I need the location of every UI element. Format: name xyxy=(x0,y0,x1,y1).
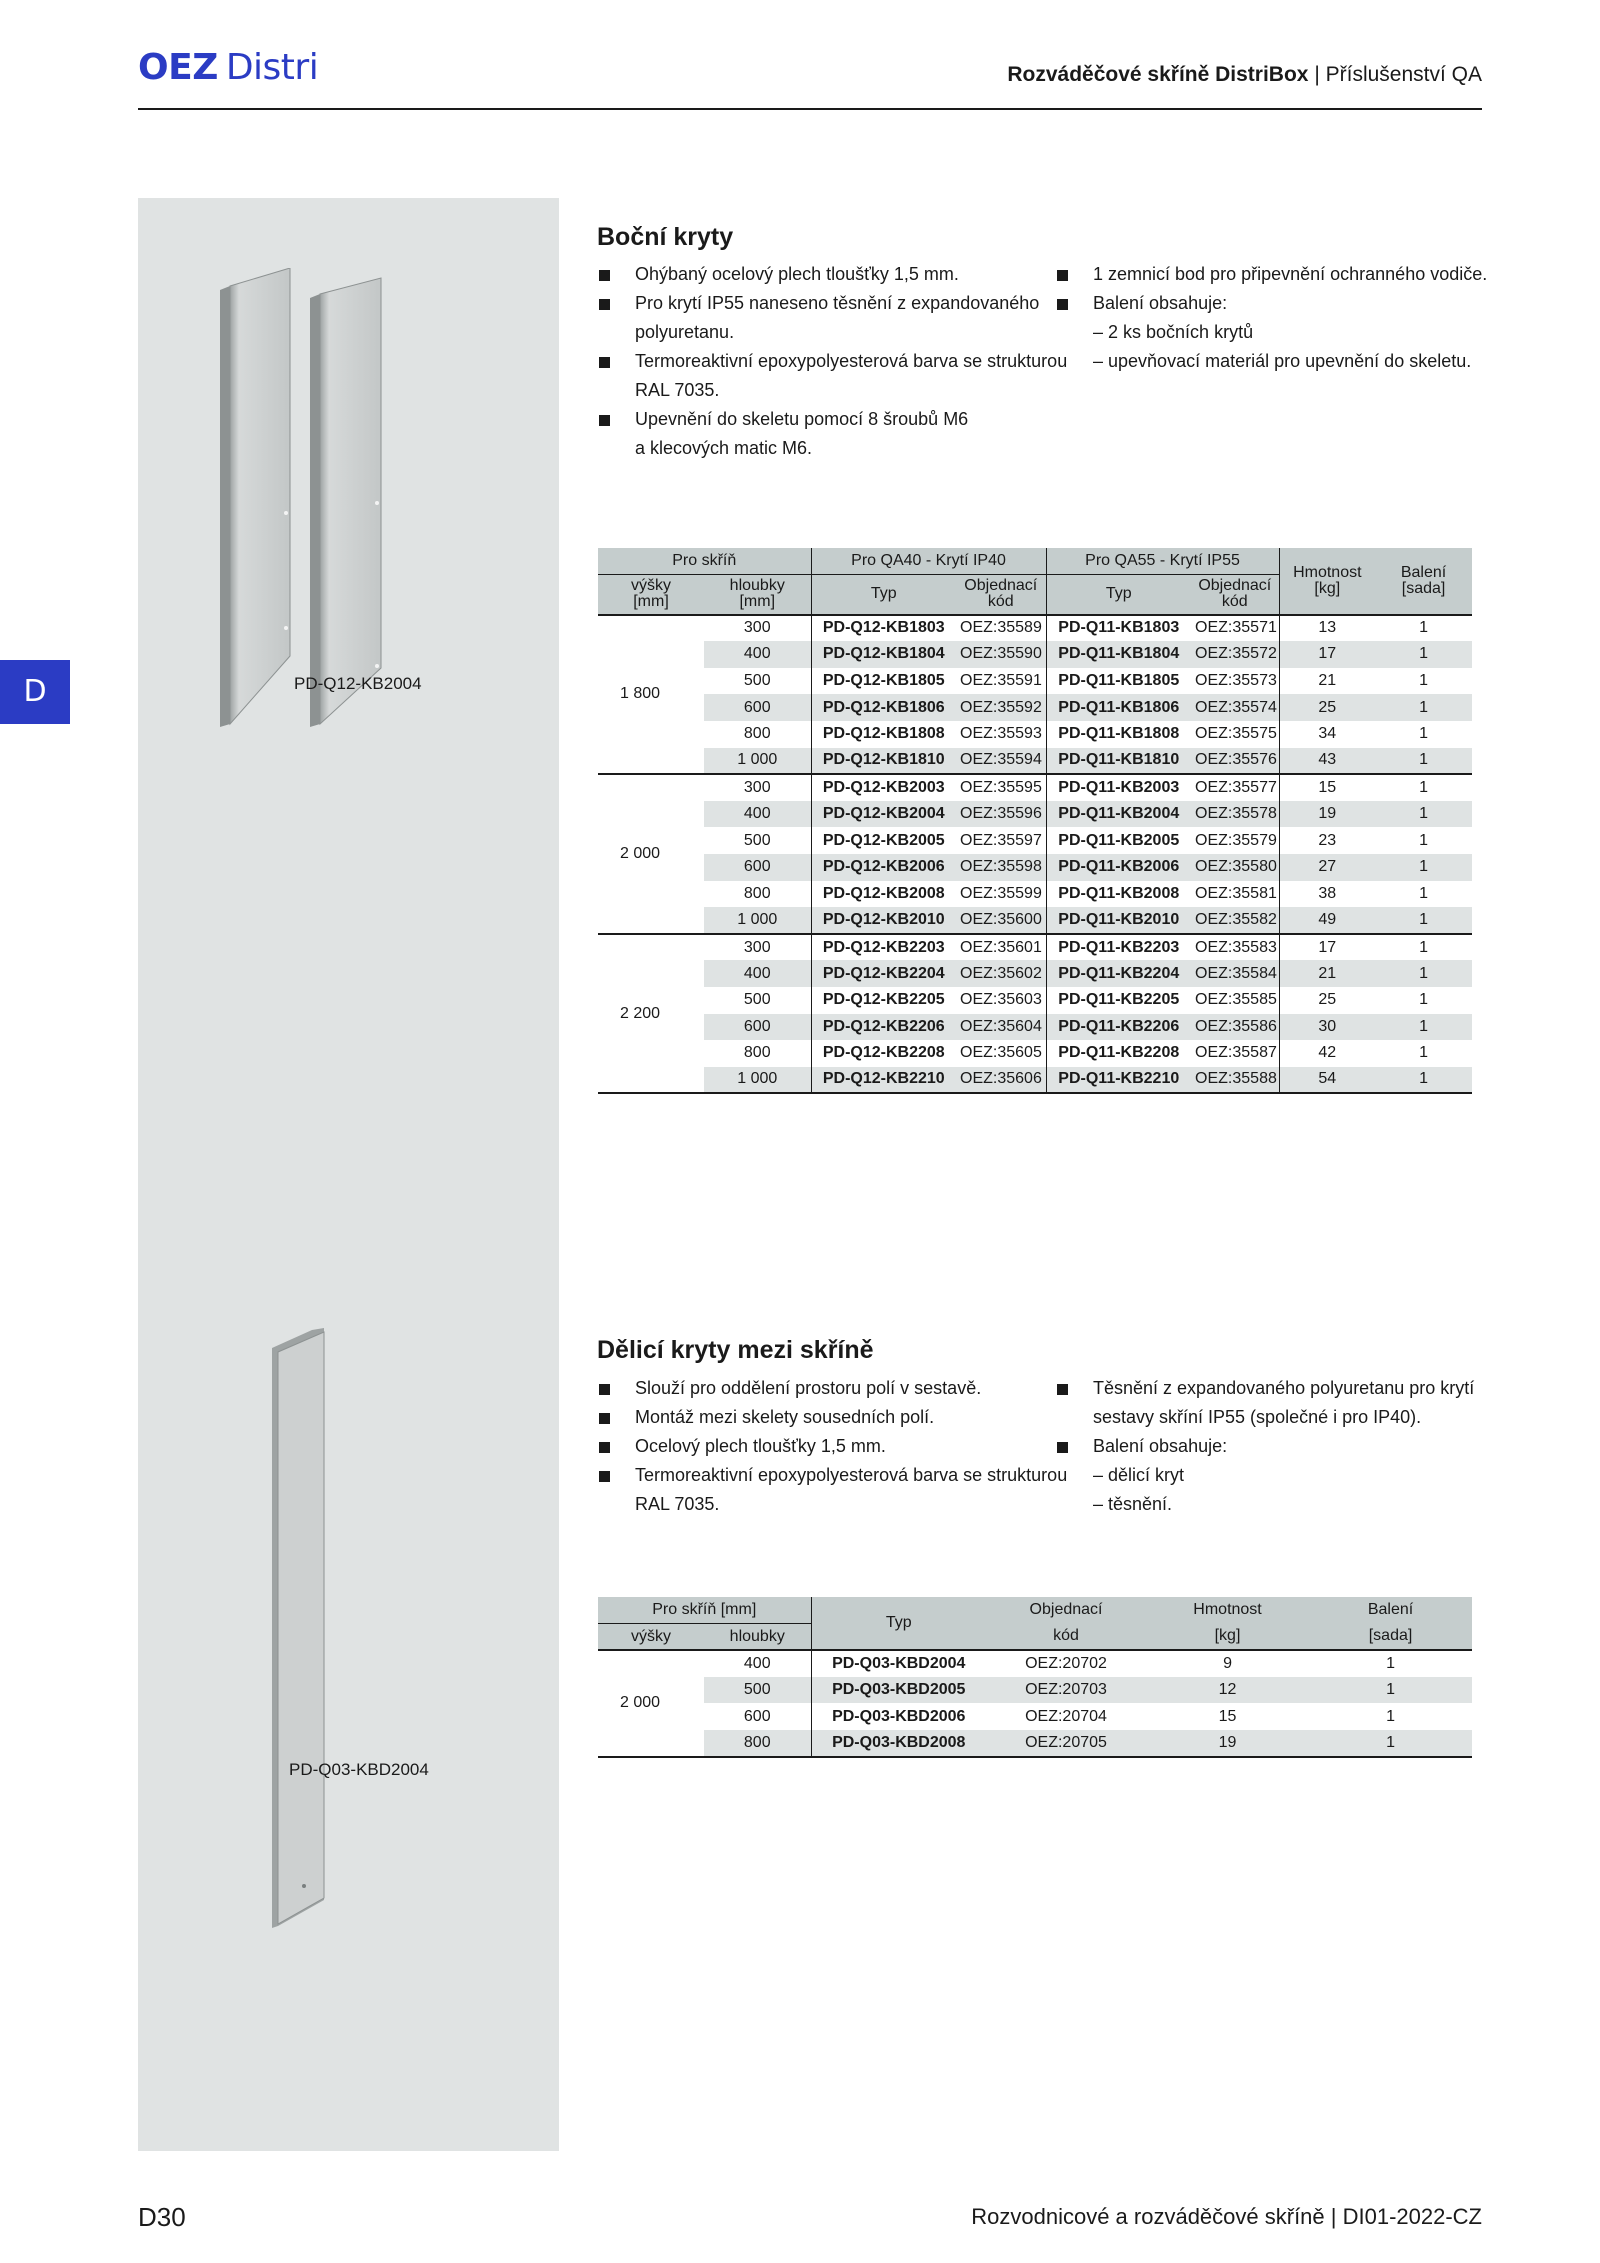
feature-item: – dělicí kryt xyxy=(1093,1465,1185,1485)
th2-baleni: Balení xyxy=(1309,1597,1472,1624)
th-hmotnost xyxy=(1279,548,1375,615)
cell-pack: 1 xyxy=(1419,725,1428,743)
cell-weight: 12 xyxy=(1146,1677,1309,1704)
footer-catalog-ref: Rozvodnicové a rozváděčové skříně | DI01-2022-CZ xyxy=(971,2204,1482,2229)
cell-type-ip40: PD-Q12-KB2208 xyxy=(822,1044,945,1062)
cell-depth: 400 xyxy=(704,960,811,987)
feature-item: Montáž mezi skelety sousedních polí. xyxy=(597,1403,1067,1432)
page-number: D30 xyxy=(138,2202,186,2232)
th-hmotnost-unit: [kg] xyxy=(1314,579,1341,597)
cell-height: 2 200 xyxy=(598,934,704,1094)
cell-pack: 1 xyxy=(1419,672,1428,690)
feature-item: Upevnění do skeletu pomocí 8 šroubů M6 xyxy=(597,405,1067,434)
cell-type-ip55: PD-Q11-KB1804 xyxy=(1046,641,1191,668)
cell-code: OEZ:20704 xyxy=(1025,1707,1107,1725)
cell-depth: 1 000 xyxy=(704,1067,811,1094)
cell-code-ip55: OEZ:35571 xyxy=(1191,615,1279,642)
th-kod-40-label: kód xyxy=(987,593,1014,611)
th-typ-55: Typ xyxy=(1046,575,1191,615)
cell-type-ip40: PD-Q12-KB2203 xyxy=(811,934,956,961)
side-covers-features-right xyxy=(1055,260,1487,376)
table-row xyxy=(598,907,1472,934)
cell-pack: 1 xyxy=(1375,774,1472,801)
cell-type-ip55: PD-Q11-KB2208 xyxy=(1058,1044,1180,1062)
feature-item: – 2 ks bočních krytů xyxy=(1093,322,1254,342)
th-kod-55-label: kód xyxy=(1221,593,1248,611)
cell-type-ip55: PD-Q11-KB2205 xyxy=(1058,991,1180,1009)
cell-pack: 1 xyxy=(1375,641,1472,668)
th-hloubky-unit: [mm] xyxy=(739,593,776,611)
cell-type: PD-Q03-KBD2006 xyxy=(832,1707,966,1725)
feature-item: – těsnění. xyxy=(1093,1494,1173,1514)
feature-item: Balení obsahuje: xyxy=(1055,1432,1474,1461)
table-row xyxy=(598,641,1472,668)
cell-code-ip55: OEZ:35574 xyxy=(1191,694,1279,721)
cell-code-ip40: OEZ:35597 xyxy=(956,827,1046,854)
cell-weight: 23 xyxy=(1318,831,1337,849)
header-separator: | xyxy=(1308,63,1326,86)
table-row xyxy=(598,1040,1472,1067)
cell-code-ip55: OEZ:35577 xyxy=(1191,774,1279,801)
cell-pack: 1 xyxy=(1375,1067,1472,1094)
cell-code-ip40: OEZ:35601 xyxy=(956,934,1046,961)
cell-pack: 1 xyxy=(1375,854,1472,881)
cell-depth: 600 xyxy=(704,1014,811,1041)
cell-type: PD-Q03-KBD2004 xyxy=(811,1650,986,1677)
cell-type-ip40: PD-Q12-KB1810 xyxy=(811,748,956,775)
oez-distri-logo xyxy=(138,48,318,88)
cell-code-ip55: OEZ:35578 xyxy=(1191,801,1279,828)
divider-covers-table xyxy=(598,1597,1472,1758)
table-row xyxy=(598,881,1472,908)
table-row xyxy=(598,801,1472,828)
table-row xyxy=(598,1677,1472,1704)
cell-depth: 800 xyxy=(704,1040,811,1067)
cell-type-ip55: PD-Q11-KB2006 xyxy=(1046,854,1191,881)
cell-height: 1 800 xyxy=(598,615,704,775)
cell-pack: 1 xyxy=(1419,991,1428,1009)
feature-item: a klecových matic M6. xyxy=(635,438,813,458)
feature-item: sestavy skříní IP55 (společné i pro IP40). xyxy=(1093,1407,1422,1427)
feature-item: Slouží pro oddělení prostoru polí v sestavě. xyxy=(597,1374,1067,1403)
cell-type-ip55: PD-Q11-KB2204 xyxy=(1046,960,1191,987)
cell-code-ip40: OEZ:35600 xyxy=(956,907,1046,934)
th-hmotnost-label: Hmotnost xyxy=(1293,563,1362,581)
cell-type-ip55: PD-Q11-KB1808 xyxy=(1058,725,1180,743)
th2-vysky: výšky xyxy=(598,1624,704,1651)
table-row xyxy=(598,854,1472,881)
cell-depth: 500 xyxy=(704,668,811,695)
cell-code-ip40: OEZ:35590 xyxy=(956,641,1046,668)
cell-code-ip40: OEZ:35602 xyxy=(956,960,1046,987)
th2-hmotnost-unit: [kg] xyxy=(1146,1624,1309,1651)
cell-height: 2 000 xyxy=(598,1650,704,1756)
th-qa40: Pro QA40 - Krytí IP40 xyxy=(811,548,1046,575)
side-covers-caption: PD-Q12-KB2004 xyxy=(294,674,422,693)
section-title-divider-covers: Dělicí kryty mezi skříně xyxy=(597,1336,874,1364)
cell-code-ip55: OEZ:35573 xyxy=(1191,668,1279,695)
cell-type-ip55: PD-Q11-KB1805 xyxy=(1058,672,1180,690)
cell-weight: 19 xyxy=(1146,1730,1309,1757)
cell-code: OEZ:20702 xyxy=(986,1650,1146,1677)
cell-type-ip55: PD-Q11-KB2010 xyxy=(1046,907,1191,934)
cell-type-ip40: PD-Q12-KB1805 xyxy=(822,672,945,690)
cell-code: OEZ:20703 xyxy=(986,1677,1146,1704)
th-typ-40: Typ xyxy=(811,575,956,615)
cell-depth: 400 xyxy=(704,801,811,828)
cell-type-ip40: PD-Q12-KB1803 xyxy=(811,615,956,642)
cell-pack: 1 xyxy=(1375,801,1472,828)
cell-depth: 500 xyxy=(704,987,811,1014)
cell-code-ip55: OEZ:35587 xyxy=(1191,1040,1279,1067)
cell-code-ip55: OEZ:35576 xyxy=(1191,748,1279,775)
cell-weight: 30 xyxy=(1279,1014,1375,1041)
th-baleni-label: Balení xyxy=(1400,563,1447,581)
cell-depth: 400 xyxy=(704,1650,811,1677)
cell-pack: 1 xyxy=(1375,907,1472,934)
feature-item: Balení obsahuje: xyxy=(1055,289,1487,318)
th2-pro-skrin: Pro skříň [mm] xyxy=(598,1597,811,1624)
cell-weight: 15 xyxy=(1279,774,1375,801)
cell-pack: 1 xyxy=(1375,615,1472,642)
cell-pack: 1 xyxy=(1375,934,1472,961)
th-objednaci-55: Objednací xyxy=(1198,577,1272,595)
cell-weight: 21 xyxy=(1318,672,1337,690)
th2-typ: Typ xyxy=(811,1597,986,1650)
cell-code: OEZ:20705 xyxy=(986,1730,1146,1757)
header-divider xyxy=(138,108,1482,110)
table-row xyxy=(598,934,1472,961)
cell-code-ip40: OEZ:35593 xyxy=(956,721,1046,748)
cell-height: 2 000 xyxy=(598,774,704,934)
cell-depth: 400 xyxy=(704,641,811,668)
cell-type-ip55: PD-Q11-KB2004 xyxy=(1046,801,1191,828)
cell-code-ip55: OEZ:35581 xyxy=(1191,881,1279,908)
th2-baleni-unit: [sada] xyxy=(1309,1624,1472,1651)
cell-pack: 1 xyxy=(1375,694,1472,721)
cell-code-ip40: OEZ:35605 xyxy=(956,1040,1046,1067)
table-row xyxy=(598,960,1472,987)
th-vysky xyxy=(598,575,704,615)
cell-weight: 38 xyxy=(1318,884,1337,902)
table-row xyxy=(598,721,1472,748)
cell-pack: 1 xyxy=(1386,1707,1395,1725)
cell-code-ip55: OEZ:35575 xyxy=(1191,721,1279,748)
cell-pack: 1 xyxy=(1375,748,1472,775)
th-pro-skrin: Pro skříň xyxy=(598,548,811,575)
cell-type-ip40: PD-Q12-KB1804 xyxy=(811,641,956,668)
cell-code-ip55: OEZ:35579 xyxy=(1191,827,1279,854)
cell-weight: 42 xyxy=(1318,1044,1337,1062)
cell-code-ip40: OEZ:35606 xyxy=(956,1067,1046,1094)
table-row xyxy=(598,1730,1472,1757)
cell-code-ip40: OEZ:35604 xyxy=(956,1014,1046,1041)
feature-item: Pro krytí IP55 naneseno těsnění z expandovaného xyxy=(597,289,1067,318)
cell-type-ip40: PD-Q12-KB2003 xyxy=(811,774,956,801)
th2-hmotnost: Hmotnost xyxy=(1146,1597,1309,1624)
cell-code-ip55: OEZ:35572 xyxy=(1191,641,1279,668)
cell-code-ip40: OEZ:35596 xyxy=(956,801,1046,828)
cell-type-ip55: PD-Q11-KB1803 xyxy=(1046,615,1191,642)
cell-type-ip40: PD-Q12-KB1806 xyxy=(811,694,956,721)
th-hloubky-label: hloubky xyxy=(729,577,785,595)
divider-covers-features-right xyxy=(1055,1374,1474,1519)
th-vysky-unit: [mm] xyxy=(633,593,669,611)
cell-code-ip40: OEZ:35594 xyxy=(956,748,1046,775)
cell-type-ip55: PD-Q11-KB1806 xyxy=(1046,694,1191,721)
feature-item: polyuretanu. xyxy=(635,322,735,342)
cell-type-ip55: PD-Q11-KB2203 xyxy=(1046,934,1191,961)
feature-item: RAL 7035. xyxy=(635,1494,720,1514)
cell-code-ip55: OEZ:35583 xyxy=(1191,934,1279,961)
image-side-panel xyxy=(138,198,559,2151)
table-row xyxy=(598,1650,1472,1677)
cell-depth: 300 xyxy=(704,934,811,961)
cell-type-ip40: PD-Q12-KB1808 xyxy=(822,725,945,743)
cell-depth: 1 000 xyxy=(704,907,811,934)
feature-item: – upevňovací materiál pro upevnění do skeletu. xyxy=(1093,351,1472,371)
cell-type-ip40: PD-Q12-KB2206 xyxy=(811,1014,956,1041)
cell-code-ip40: OEZ:35589 xyxy=(956,615,1046,642)
cell-weight: 54 xyxy=(1279,1067,1375,1094)
feature-item: RAL 7035. xyxy=(635,380,720,400)
cell-type: PD-Q03-KBD2005 xyxy=(811,1677,986,1704)
cell-weight: 17 xyxy=(1279,641,1375,668)
table-row xyxy=(598,1703,1472,1730)
cell-code-ip55: OEZ:35585 xyxy=(1191,987,1279,1014)
cell-code-ip40: OEZ:35598 xyxy=(956,854,1046,881)
cell-type-ip40: PD-Q12-KB2004 xyxy=(811,801,956,828)
cell-code-ip40: OEZ:35603 xyxy=(956,987,1046,1014)
cell-pack: 1 xyxy=(1375,1014,1472,1041)
cell-type-ip40: PD-Q12-KB2210 xyxy=(811,1067,956,1094)
header-category: Příslušenství QA xyxy=(1325,63,1482,86)
cell-pack: 1 xyxy=(1419,831,1428,849)
divider-cover-panel-icon xyxy=(262,1308,372,1938)
section-title-side-covers: Boční kryty xyxy=(597,223,734,251)
cell-pack: 1 xyxy=(1419,884,1428,902)
th-hloubky xyxy=(704,575,811,615)
cell-type-ip40: PD-Q12-KB2205 xyxy=(822,991,945,1009)
th2-objednaci: Objednací xyxy=(986,1597,1146,1624)
logo-distri: Distri xyxy=(225,47,319,88)
feature-item: 1 zemnicí bod pro připevnění ochranného vodiče. xyxy=(1055,260,1487,289)
th-kod-55 xyxy=(1191,575,1279,615)
table-row xyxy=(598,987,1472,1014)
feature-item: Těsnění z expandovaného polyuretanu pro krytí xyxy=(1055,1374,1474,1403)
cell-depth: 500 xyxy=(704,1677,811,1704)
cell-code-ip55: OEZ:35588 xyxy=(1191,1067,1279,1094)
cell-depth: 800 xyxy=(704,721,811,748)
logo-oez: OEZ xyxy=(138,47,218,88)
cell-type-ip55: PD-Q11-KB2003 xyxy=(1046,774,1191,801)
cell-weight: 25 xyxy=(1279,694,1375,721)
cell-type: PD-Q03-KBD2008 xyxy=(811,1730,986,1757)
th-qa55: Pro QA55 - Krytí IP55 xyxy=(1046,548,1279,575)
cell-weight: 43 xyxy=(1279,748,1375,775)
cell-type-ip40: PD-Q12-KB2006 xyxy=(811,854,956,881)
cell-code-ip55: OEZ:35580 xyxy=(1191,854,1279,881)
cell-type-ip40: PD-Q12-KB2204 xyxy=(811,960,956,987)
table-row xyxy=(598,1014,1472,1041)
cell-depth: 800 xyxy=(704,1730,811,1757)
cell-weight: 34 xyxy=(1318,725,1337,743)
divider-cover-caption: PD-Q03-KBD2004 xyxy=(289,1760,429,1779)
feature-item: Ocelový plech tloušťky 1,5 mm. xyxy=(597,1432,1067,1461)
cell-code-ip55: OEZ:35584 xyxy=(1191,960,1279,987)
th-objednaci-40: Objednací xyxy=(964,577,1038,595)
cell-type-ip40: PD-Q12-KB2010 xyxy=(811,907,956,934)
side-covers-image xyxy=(216,268,416,728)
table-row xyxy=(598,774,1472,801)
page-header-title xyxy=(1007,62,1482,88)
cell-pack: 1 xyxy=(1419,1044,1428,1062)
cell-pack: 1 xyxy=(1309,1730,1472,1757)
th2-kod: kód xyxy=(986,1624,1146,1651)
divider-cover-image xyxy=(262,1308,372,1938)
cell-depth: 600 xyxy=(704,854,811,881)
cell-weight: 9 xyxy=(1146,1650,1309,1677)
cell-type-ip40: PD-Q12-KB2008 xyxy=(822,884,945,902)
cell-depth: 1 000 xyxy=(704,748,811,775)
cell-depth: 600 xyxy=(704,1703,811,1730)
cell-code-ip40: OEZ:35595 xyxy=(956,774,1046,801)
cell-type-ip55: PD-Q11-KB1810 xyxy=(1046,748,1191,775)
table-row xyxy=(598,615,1472,642)
table-row xyxy=(598,1067,1472,1094)
cell-weight: 17 xyxy=(1279,934,1375,961)
table-row xyxy=(598,827,1472,854)
section-tab-d: D xyxy=(0,660,70,724)
cell-type-ip55: PD-Q11-KB2206 xyxy=(1046,1014,1191,1041)
cell-weight: 15 xyxy=(1218,1707,1237,1725)
table-row xyxy=(598,694,1472,721)
feature-item: Termoreaktivní epoxypolyesterová barva se strukturou xyxy=(597,347,1067,376)
cell-pack: 1 xyxy=(1309,1650,1472,1677)
header-product-line: Rozváděčové skříně DistriBox xyxy=(1007,63,1309,86)
th2-hloubky: hloubky xyxy=(704,1624,811,1651)
side-covers-features-left xyxy=(597,260,1067,463)
cell-code-ip40: OEZ:35599 xyxy=(956,881,1046,908)
cell-type-ip55: PD-Q11-KB2210 xyxy=(1046,1067,1191,1094)
cell-weight: 13 xyxy=(1279,615,1375,642)
cell-depth: 800 xyxy=(704,881,811,908)
cell-code-ip55: OEZ:35586 xyxy=(1191,1014,1279,1041)
th-baleni-unit: [sada] xyxy=(1401,579,1446,597)
th-vysky-label: výšky xyxy=(631,577,671,595)
cell-code-ip55: OEZ:35582 xyxy=(1191,907,1279,934)
side-cover-panels-icon xyxy=(216,268,416,728)
table-row xyxy=(598,748,1472,775)
feature-item: Termoreaktivní epoxypolyesterová barva se strukturou xyxy=(597,1461,1067,1490)
cell-weight: 19 xyxy=(1279,801,1375,828)
cell-code-ip40: OEZ:35591 xyxy=(956,668,1046,695)
cell-depth: 600 xyxy=(704,694,811,721)
cell-pack: 1 xyxy=(1309,1677,1472,1704)
th-baleni xyxy=(1375,548,1472,615)
cell-depth: 300 xyxy=(704,615,811,642)
cell-pack: 1 xyxy=(1375,960,1472,987)
cell-weight: 27 xyxy=(1279,854,1375,881)
cell-weight: 49 xyxy=(1279,907,1375,934)
table-row xyxy=(598,668,1472,695)
cell-type-ip55: PD-Q11-KB2005 xyxy=(1058,831,1180,849)
feature-item: Ohýbaný ocelový plech tloušťky 1,5 mm. xyxy=(597,260,1067,289)
cell-weight: 21 xyxy=(1279,960,1375,987)
th-kod-40 xyxy=(956,575,1046,615)
cell-type-ip40: PD-Q12-KB2005 xyxy=(822,831,945,849)
cell-weight: 25 xyxy=(1318,991,1337,1009)
cell-depth: 300 xyxy=(704,774,811,801)
cell-depth: 500 xyxy=(704,827,811,854)
divider-covers-features-left xyxy=(597,1374,1067,1519)
side-covers-table xyxy=(598,548,1472,1094)
cell-type-ip55: PD-Q11-KB2008 xyxy=(1058,884,1180,902)
cell-code-ip40: OEZ:35592 xyxy=(956,694,1046,721)
